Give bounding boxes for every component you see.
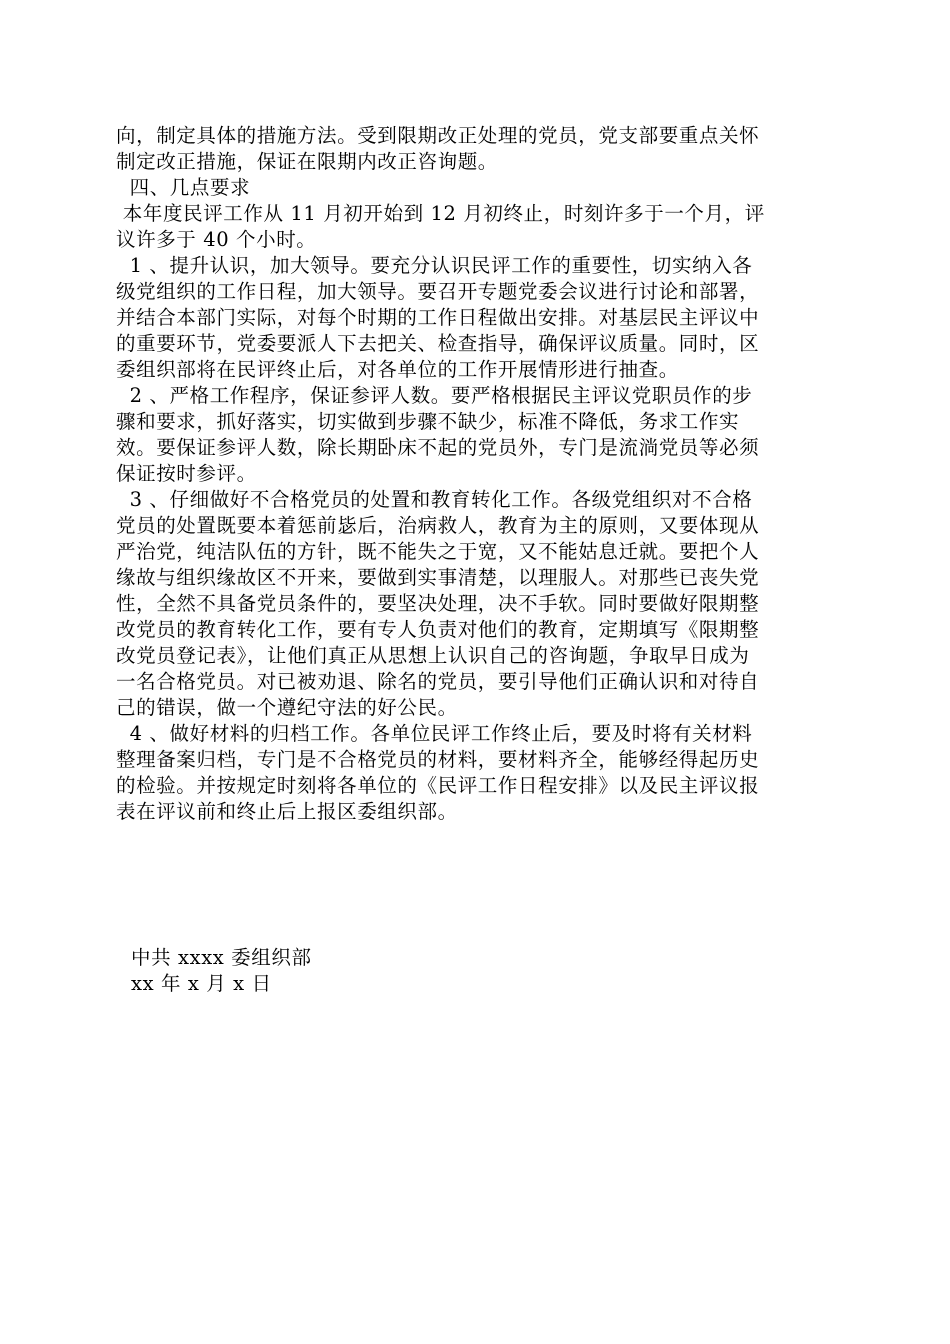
body-text-line: 己的错误，做一个遵纪守法的好公民。 bbox=[116, 696, 458, 719]
body-text-line: 效。要保证参评人数，除长期卧床不起的党员外，专门是流淌党员等必须 bbox=[116, 436, 760, 459]
body-text-line: 骤和要求，抓好落实，切实做到步骤不缺少，标准不降低，务求工作实 bbox=[116, 410, 740, 433]
body-text-line: 改党员登记表》，让他们真正从思想上认识自己的咨询题，争取早日成为 bbox=[116, 644, 750, 667]
body-text-line: 本年度民评工作从 11 月初开始到 12 月初终止，时刻许多于一个月，评 bbox=[116, 202, 765, 225]
body-text-line: 性，全然不具备党员条件的，要坚决处理，决不手软。同时要做好限期整 bbox=[116, 592, 760, 615]
body-text-line: 的重要环节，党委要派人下去把关、检查指导，确保评议质量。同时，区 bbox=[116, 332, 760, 355]
body-text-line: 委组织部将在民评终止后，对各单位的工作开展情形进行抽查。 bbox=[116, 358, 679, 381]
body-text-line: 严治党，纯洁队伍的方针，既不能失之于宽，又不能姑息迁就。要把个人 bbox=[116, 540, 760, 563]
body-text-line: 缘故与组织缘故区不开来，要做到实事清楚，以理服人。对那些已丧失党 bbox=[116, 566, 760, 589]
body-text-line: 制定改正措施，保证在限期内改正咨询题。 bbox=[116, 150, 498, 173]
body-text-line: 1 、提升认识，加大领导。要充分认识民评工作的重要性，切实纳入各 bbox=[116, 254, 753, 277]
body-text-line: 改党员的教育转化工作，要有专人负责对他们的教育，定期填写《限期整 bbox=[116, 618, 760, 641]
body-text-line: 级党组织的工作日程，加大领导。要召开专题党委会议进行讨论和部署， bbox=[116, 280, 760, 303]
body-text-line: 表在评议前和终止后上报区委组织部。 bbox=[116, 800, 458, 823]
body-text-line: 保证按时参评。 bbox=[116, 462, 257, 485]
body-text-line: 党员的处置既要本着惩前毖后，治病救人，教育为主的原则，又要体现从 bbox=[116, 514, 760, 537]
signature-date: xx 年 x 月 x 日 bbox=[131, 972, 272, 995]
body-text-line: 2 、严格工作程序，保证参评人数。要严格根据民主评议党职员作的步 bbox=[116, 384, 753, 407]
body-text-line: 并结合本部门实际，对每个时期的工作日程做出安排。对基层民主评议中 bbox=[116, 306, 760, 329]
body-text-line: 3 、仔细做好不合格党员的处置和教育转化工作。各级党组织对不合格 bbox=[116, 488, 753, 511]
signature-organization: 中共 xxxx 委组织部 bbox=[131, 946, 312, 969]
body-text-line: 一名合格党员。对已被劝退、除名的党员，要引导他们正确认识和对待自 bbox=[116, 670, 760, 693]
body-text-line: 4 、做好材料的归档工作。各单位民评工作终止后，要及时将有关材料 bbox=[116, 722, 753, 745]
body-text-line: 的检验。并按规定时刻将各单位的《民评工作日程安排》以及民主评议报 bbox=[116, 774, 760, 797]
body-text-line: 议许多于 40 个小时。 bbox=[116, 228, 317, 251]
body-text-line: 整理备案归档，专门是不合格党员的材料，要材料齐全，能够经得起历史 bbox=[116, 748, 760, 771]
body-text-line: 向，制定具体的措施方法。受到限期改正处理的党员，党支部要重点关怀 bbox=[116, 124, 760, 147]
section-heading: 四、几点要求 bbox=[116, 176, 251, 199]
